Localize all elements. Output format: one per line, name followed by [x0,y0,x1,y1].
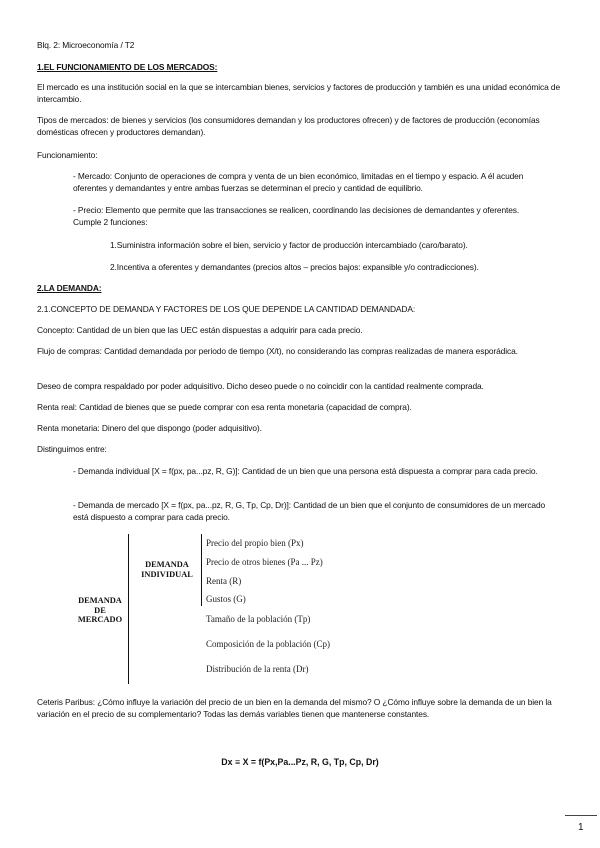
paragraph-renta-real: Renta real: Cantidad de bienes que se puede comprar con esa renta monetaria (capacidad de compra). [37,402,412,412]
precio-funcion-2: 2.Incentiva a oferentes y demandantes (precios altos – precios bajos: expansible y/o contradicciones). [110,262,479,272]
factor-precio-otros: Precio de otros bienes (Pa ... Pz) [206,557,323,567]
factor-gustos: Gustos (G) [206,594,246,604]
paragraph-flujo-compras: Flujo de compras: Cantidad demandada por periodo de tiempo (X/t), no considerando las compras realizadas de manera esporádica. [37,346,518,356]
demand-formula: Dx ≡ X = f(Px,Pa...Pz, R, G, Tp, Cp, Dr) [221,757,379,767]
paragraph-tipos-mercados: Tipos de mercados: de bienes y servicios (los consumidores demandan y los productores ofrecen) y de factores de producción (economías domésticas ofrecen y productores demandan). [37,115,540,137]
precio-funcion-1: 1.Suministra información sobre el bien, servicio y factor de producción intercambiado (caro/barato). [110,240,468,250]
bullet-mercado: - Mercado: Conjunto de operaciones de compra y venta de un bien económico, limitadas en el tiempo y espacio. A él acuden oferentes y demandantes y entre ambas fuerzas se determinan el precio y cantidad de equilibrio. [73,171,524,193]
funcionamiento-heading: Funcionamiento: [37,150,98,160]
demanda-mercado-label: DEMANDA DE MERCADO [77,596,123,624]
demanda-individual-label: DEMANDA INDIVIDUAL [141,560,193,579]
outer-bracket-line [128,534,129,684]
section-2-title: 2.LA DEMANDA: [37,283,102,293]
header-text: Blq. 2: Microeconomía / T2 [37,40,135,50]
bullet-demanda-mercado: - Demanda de mercado [X = f(px, pa...pz, R, G, Tp, Cp, Dr)]: Cantidad de un bien que el conjunto de consumidores de un mercado está dispuesto a comprar para cada precio. [73,500,546,522]
paragraph-deseo-compra: Deseo de compra respaldado por poder adquisitivo. Dicho deseo puede o no coincidir con la cantidad realmente comprada. [37,381,484,391]
page-number: 1 [578,822,584,833]
factor-distribucion-renta: Distribución de la renta (Dr) [206,664,309,674]
factor-tamano-poblacion: Tamaño de la población (Tp) [206,614,311,624]
distinguimos-heading: Distinguimos entre: [37,444,107,454]
paragraph-renta-monetaria: Renta monetaria: Dinero del que dispongo (poder adquisitivo). [37,423,262,433]
paragraph-concepto: Concepto: Cantidad de un bien que las UEC están dispuestas a adquirir para cada precio. [37,325,363,335]
section-2-1-subtitle: 2.1.CONCEPTO DE DEMANDA Y FACTORES DE LOS QUE DEPENDE LA CANTIDAD DEMANDADA: [37,304,416,314]
factor-composicion-poblacion: Composición de la población (Cp) [206,639,330,649]
paragraph-mercado-definicion: El mercado es una institución social en la que se intercambian bienes, servicios y factores de producción y también es una unidad económica de intercambio. [37,82,561,104]
bullet-precio: - Precio: Elemento que permite que las transacciones se realicen, coordinando las decisiones de demandantes y oferentes. Cumple 2 funciones: [73,205,520,227]
section-1-title: 1.EL FUNCIONAMIENTO DE LOS MERCADOS: [37,62,218,72]
paragraph-ceteris-paribus: Ceteris Paribus: ¿Cómo influye la variación del precio de un bien en la demanda del mismo? O ¿Cómo influye sobre la demanda de un bien la variación en el precio de su complementario? Todas las demás variables tienen que mantenerse constantes. [37,697,552,719]
factor-precio-propio: Precio del propio bien (Px) [206,538,304,548]
footer-rule [565,815,597,816]
inner-bracket-line [201,534,202,606]
bullet-demanda-individual: - Demanda individual [X = f(px, pa...pz, R, G)]: Cantidad de un bien que una persona está dispuesta a comprar para cada precio. [73,466,538,476]
factor-renta: Renta (R) [206,576,242,586]
